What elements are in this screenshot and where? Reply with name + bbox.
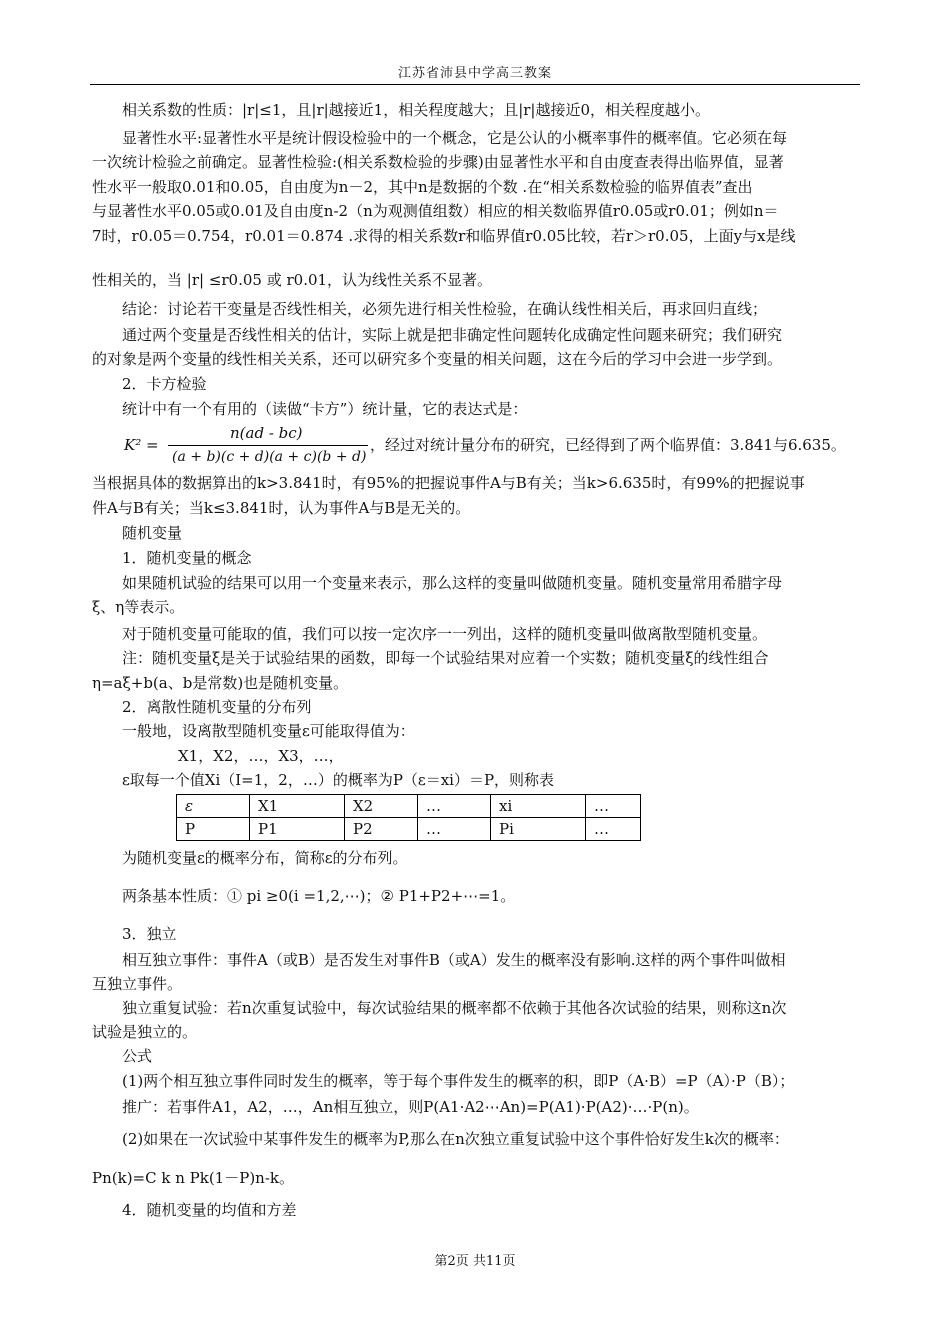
text-line: 的对象是两个变量的线性相关关系，还可以研究多个变量的相关问题，这在今后的学习中会进一步学到。 <box>92 350 783 368</box>
table-cell: X1 <box>250 795 345 818</box>
text-line: 对于随机变量可能取的值，我们可以按一定次序一一列出，这样的随机变量叫做离散型随机变量。 <box>122 625 768 643</box>
text-line: 件A与B有关；当k≤3.841时，认为事件A与B是无关的。 <box>92 499 471 517</box>
text-line: ，经过对统计量分布的研究，已经得到了两个临界值：3.841与6.635。 <box>370 436 846 454</box>
section-heading: 2．卡方检验 <box>122 375 207 393</box>
text-line: 统计中有一个有用的（读做“卡方”）统计量，它的表达式是： <box>122 400 528 418</box>
table-cell: … <box>586 818 641 841</box>
text-line: 性相关的，当 |r| ≤r0.05 或 r0.01，认为线性关系不显著。 <box>92 271 493 289</box>
text-line: 试验是独立的。 <box>92 1023 198 1041</box>
text-line: 推广：若事件A1，A2，…，An相互独立，则P(A1·A2⋯An)=P(A1)·P(A2)·…·P(n)。 <box>122 1098 699 1116</box>
table-cell: Pi <box>491 818 586 841</box>
text-line: ξ、η等表示。 <box>92 598 185 616</box>
text-line: η=aξ+b(a、b是常数)也是随机变量。 <box>92 674 349 692</box>
formula-denominator: (a + b)(c + d)(a + c)(b + d) <box>172 449 367 465</box>
table-cell: X2 <box>345 795 418 818</box>
text-line: 与显著性水平0.05或0.01及自由度n-2（n为观测值组数）相应的相关数临界值r0.05或r0.01；例如n＝ <box>92 202 779 220</box>
table-cell: ε <box>177 795 250 818</box>
text-line: (2)如果在一次试验中某事件发生的概率为P,那么在n次独立重复试验中这个事件恰好发生k次的概率： <box>122 1130 789 1148</box>
table-cell: P2 <box>345 818 418 841</box>
section-heading: 1．随机变量的概念 <box>122 549 252 567</box>
formula-numerator: n(ad - bc) <box>230 424 303 442</box>
table-cell: P <box>177 818 250 841</box>
text-line: 如果随机试验的结果可以用一个变量来表示，那么这样的变量叫做随机变量。随机变量常用希腊字母 <box>122 574 783 592</box>
table-cell: … <box>418 795 491 818</box>
text-line: 7时，r0.05＝0.754，r0.01＝0.874 .求得的相关系数r和临界值r0.05比较，若r＞r0.05，上面y与x是线 <box>92 227 796 245</box>
text-line: 结论：讨论若干变量是否线性相关，必须先进行相关性检验，在确认线性相关后，再求回归直线； <box>122 300 768 318</box>
table-cell: … <box>586 795 641 818</box>
text-line: 性水平一般取0.01和0.05，自由度为n－2，其中n是数据的个数 .在“相关系数检验的临界值表”查出 <box>92 178 753 196</box>
text-line: 为随机变量ε的概率分布，简称ε的分布列。 <box>122 849 408 867</box>
text-line: X1，X2，…，X3，…， <box>178 747 344 765</box>
section-heading: 3．独立 <box>122 925 177 943</box>
section-heading: 2．离散性随机变量的分布列 <box>122 698 312 716</box>
section-heading: 4．随机变量的均值和方差 <box>122 1201 297 1219</box>
table-cell: P1 <box>250 818 345 841</box>
table-row <box>177 818 641 841</box>
table-cell: xi <box>491 795 586 818</box>
table-cell: … <box>418 818 491 841</box>
chi-square-formula <box>124 424 374 468</box>
text-line: 当根据具体的数据算出的k>3.841时，有95%的把握说事件A与B有关；当k>6.635时，有99%的把握说事 <box>92 474 805 492</box>
section-heading: 公式 <box>122 1047 153 1065</box>
page-header: 江苏省沛县中学高三教案 <box>397 66 552 81</box>
text-line: 互独立事件。 <box>92 975 183 993</box>
text-line: (1)两个相互独立事件同时发生的概率，等于每个事件发生的概率的积，即P（A·B）=P（A）·P（B）； <box>122 1072 795 1090</box>
section-heading: 随机变量 <box>122 524 183 542</box>
text-line: ε取每一个值Xi（I=1，2，…）的概率为P（ε＝xi）＝P，则称表 <box>122 771 555 789</box>
text-line: 相关系数的性质：|r|≤1，且|r|越接近1，相关程度越大；且|r|越接近0，相关程度越小。 <box>122 101 711 119</box>
text-line: 独立重复试验：若n次重复试验中，每次试验结果的概率都不依赖于其他各次试验的结果，则称这n次 <box>122 999 787 1017</box>
table-row <box>177 795 641 818</box>
text-line: 注：随机变量ξ是关于试验结果的函数，即每一个试验结果对应着一个实数；随机变量ξ的线性组合 <box>122 649 769 667</box>
distribution-table <box>176 794 641 841</box>
fraction-bar <box>168 445 368 446</box>
text-line: 相互独立事件：事件A（或B）是否发生对事件B（或A）发生的概率没有影响.这样的两个事件叫做相 <box>122 951 786 969</box>
header-rule <box>90 84 860 85</box>
text-line: 一般地，设离散型随机变量ε可能取得值为： <box>122 722 415 740</box>
text-line: Pn(k)=C k n Pk(1－P)n-k。 <box>92 1169 294 1187</box>
text-line: 显著性水平:显著性水平是统计假设检验中的一个概念，它是公认的小概率事件的概率值。它必须在每 <box>122 129 788 147</box>
text-line: 通过两个变量是否线性相关的估计，实际上就是把非确定性问题转化成确定性问题来研究；我们研究 <box>122 326 783 344</box>
formula-lhs: K² = <box>124 436 159 454</box>
text-line: 两条基本性质：① pi ≥0(i =1,2,⋯)；② P1+P2+⋯=1。 <box>122 887 516 905</box>
page-footer: 第2页 共11页 <box>434 1254 516 1269</box>
text-line: 一次统计检验之前确定。显著性检验:(相关系数检验的步骤)由显著性水平和自由度查表得出临界值，显著 <box>92 153 784 171</box>
